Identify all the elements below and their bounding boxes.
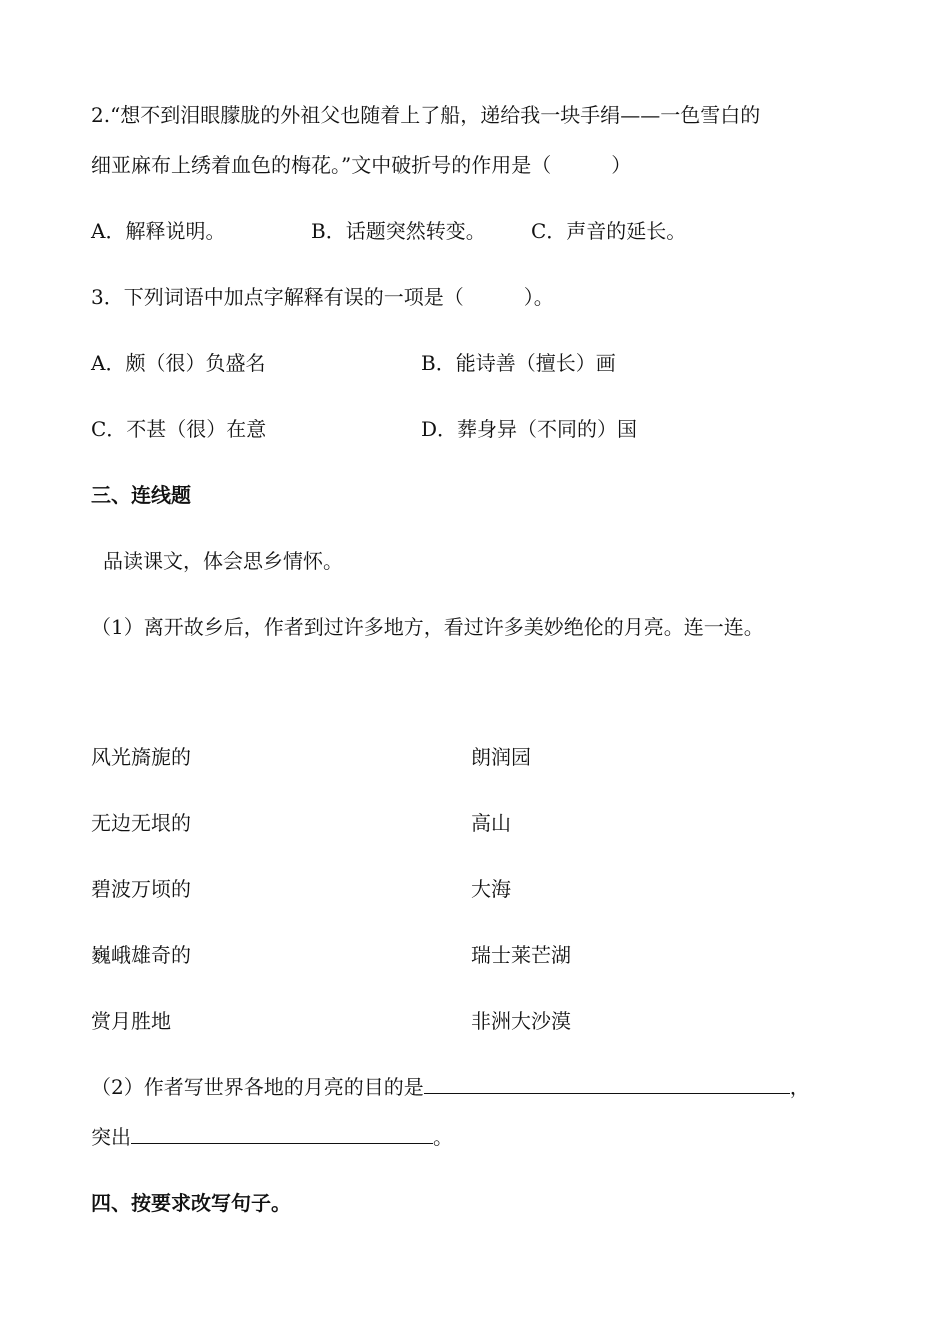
question-3-option-b: B．能诗善（擅长）画 — [421, 351, 616, 375]
section-3-part-2-line-2 — [91, 1123, 453, 1151]
section-4-heading: 四、按要求改写句子。 — [91, 1191, 291, 1215]
section-3-intro: 品读课文，体会思乡情怀。 — [103, 549, 343, 573]
right-item-2: 高山 — [471, 811, 511, 835]
left-item-2: 无边无垠的 — [91, 811, 191, 835]
section-3-part-2-line-1 — [91, 1073, 810, 1101]
answer-blank-2[interactable] — [131, 1125, 433, 1144]
part-2-line-2-prefix: 突出 — [91, 1125, 131, 1149]
part-2-end: 。 — [433, 1125, 453, 1149]
question-3-option-c: C．不甚（很）在意 — [91, 417, 267, 441]
left-item-5: 赏月胜地 — [91, 1009, 171, 1033]
question-2-option-b: B．话题突然转变。 — [311, 219, 486, 243]
question-2-option-a: A．解释说明。 — [91, 219, 226, 243]
question-2-line-1: 2.“想不到泪眼朦胧的外祖父也随着上了船，递给我一块手绢——一色雪白的 — [91, 103, 761, 127]
part-2-comma: ， — [789, 1075, 810, 1099]
section-3-heading: 三、连线题 — [91, 483, 191, 507]
section-3-part-1: （1）离开故乡后，作者到过许多地方，看过许多美妙绝伦的月亮。连一连。 — [91, 615, 764, 639]
left-item-3: 碧波万顷的 — [91, 877, 191, 901]
question-2-option-c: C．声音的延长。 — [531, 219, 687, 243]
question-3-text: 3．下列词语中加点字解释有误的一项是（ ）。 — [91, 285, 554, 309]
left-item-4: 巍峨雄奇的 — [91, 943, 191, 967]
right-item-1: 朗润园 — [471, 745, 531, 769]
part-2-prefix: （2）作者写世界各地的月亮的目的是 — [91, 1075, 424, 1099]
right-item-3: 大海 — [471, 877, 511, 901]
right-item-5: 非洲大沙漠 — [471, 1009, 571, 1033]
answer-blank-1[interactable] — [424, 1075, 790, 1094]
left-item-1: 风光旖旎的 — [91, 745, 191, 769]
question-3-option-a: A．颇（很）负盛名 — [91, 351, 266, 375]
question-2-line-2: 细亚麻布上绣着血色的梅花。”文中破折号的作用是（ ） — [91, 153, 632, 177]
question-3-option-d: D．葬身异（不同的）国 — [421, 417, 638, 441]
right-item-4: 瑞士莱芒湖 — [471, 943, 571, 967]
